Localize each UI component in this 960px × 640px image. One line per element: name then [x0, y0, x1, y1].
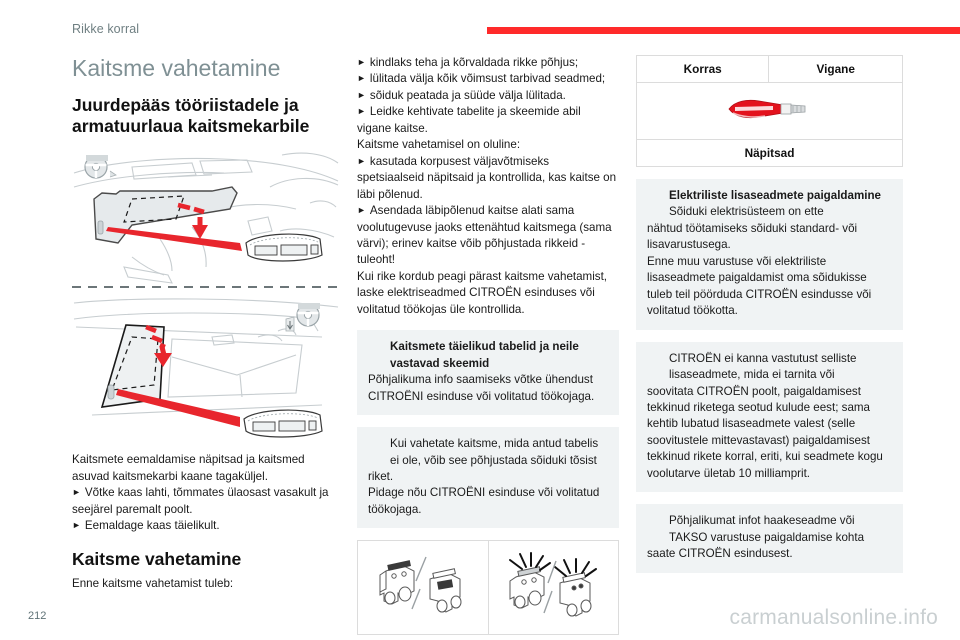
header-red-rule — [487, 27, 960, 34]
mid-bullet-3-text: sõiduk peatada ja süüde välja lülitada. — [369, 88, 566, 102]
left-paragraph-1: Kaitsmete eemaldamise näpitsad ja kaitsmed asuvad kaitsmekarbi kaane tagaküljel. — [72, 453, 305, 483]
mid-bullet-1 — [357, 55, 619, 71]
fuse-pliers-illustration — [725, 93, 815, 127]
mid-info-note-body: Põhjalikuma info saamiseks võtke ühendust CITROËNI esinduse või volitatud töökojaga. — [368, 373, 595, 403]
mid-bullet-5-text: kasutada korpusest väljavõtmiseks — [369, 154, 550, 168]
right-info-note-2 — [636, 504, 903, 572]
left-bullet-1-text: Võtke kaas lahti, tõmmates ülaosast vasakult ja seejärel paremalt poolt. — [72, 486, 329, 516]
pliers-image-cell — [637, 83, 903, 140]
fuse-box-cover-detail-illustration — [72, 297, 340, 452]
right-warning-note-lead: CITROËN ei kanna vastutust selliste lisaseadmete, mida ei tarnita või — [669, 351, 857, 382]
pliers-caption: Näpitsad — [637, 140, 903, 167]
right-info-note-1-body: nähtud töötamiseks sõiduki standard- või lisavarustusega. — [647, 221, 858, 252]
page-number: 212 — [28, 610, 47, 622]
right-info-note-1-title: Elektriliste lisaseadmete paigaldamine — [669, 189, 882, 202]
left-subtitle-2: Kaitsme vahetamine — [72, 548, 242, 569]
mid-bullet-5 — [357, 154, 619, 170]
mid-bullet-2 — [357, 71, 619, 87]
bullet-arrow-icon: ► — [357, 89, 366, 100]
bullet-arrow-icon: ► — [72, 487, 81, 498]
mid-bullet-4-text: Leidke kehtivate tabelite ja skeemide abil — [369, 105, 581, 119]
right-column — [636, 55, 903, 573]
good-fuse-illustration — [368, 551, 478, 621]
mid-paragraph-2: Kui rike kordub peagi pärast kaitsme vahetamist, laske elektriseadmed CITROËN esinduses või volitatud töökojas üle kontrollida. — [357, 269, 608, 316]
right-info-note-1-lead: Sõiduki elektrisüsteem on ette — [669, 205, 824, 219]
mid-bullet-1-text: kindlaks teha ja kõrvaldada rikke põhjus; — [369, 56, 579, 69]
bullet-arrow-icon: ► — [357, 106, 366, 117]
mid-bullet-2-text: lülitada välja kõik võimsust tarbivad seadmed; — [369, 72, 606, 86]
pliers-table — [636, 55, 903, 167]
mid-warning-note-lead: Kui vahetate kaitsme, mida antud tabelis ei ole, võib see põhjustada sõiduki tõsist — [390, 437, 599, 467]
right-warning-note — [636, 342, 903, 493]
mid-bullet-6-text: Asendada läbipõlenud kaitse alati sama — [369, 204, 575, 218]
left-subtitle: Juurdepääs tööriistadele ja armatuurlaua kaitsmekarbile — [72, 95, 310, 137]
dashboard-fuse-box-cover-removal-illustration — [72, 147, 340, 297]
fuse-box-cover-detail — [244, 411, 322, 438]
left-bullet-2 — [72, 518, 340, 534]
steering-wheel-icon — [85, 155, 116, 178]
mid-paragraph-1: Kaitsme vahetamisel on oluline: — [357, 138, 521, 152]
page-header — [72, 22, 960, 40]
fuse-condition-table — [357, 540, 619, 635]
left-paragraph-2: Enne kaitsme vahetamist tuleb: — [72, 576, 234, 590]
right-info-note-2-lead: Põhjalikumat infot haakeseadme või TAKSO varustuse paigaldamise kohta — [669, 514, 865, 544]
right-warning-note-body: soovitata CITROËN poolt, paigaldamisest tekkinud riketega seotud kulude eest; sama kehtib lubatud lisaseadmete valest (selle soovitustele mittevastavast) paigaldamisest tekkinud rikete korral, eriti, kui seadmete kogu voolutarve ületab 10 milliamprit. — [647, 384, 883, 480]
bullet-arrow-icon: ► — [357, 73, 366, 84]
mid-bullet-3 — [357, 88, 619, 104]
left-bullet-2-text: Eemaldage kaas täielikult. — [84, 519, 220, 533]
mid-warning-note — [357, 427, 619, 528]
bullet-arrow-icon: ► — [72, 520, 81, 531]
page-title: Kaitsme vahetamine — [72, 55, 281, 81]
mid-info-note-title: Kaitsmete täielikud tabelid ja neile vastavad skeemid — [390, 340, 579, 370]
left-bullet-1 — [72, 485, 340, 518]
mid-bullet-5-cont: spetsiaalseid näpitsaid ja kontrollida, kas kaitse on läbi põlenud. — [357, 171, 617, 201]
right-info-note-1 — [636, 179, 903, 330]
bullet-arrow-icon: ► — [357, 57, 366, 67]
blown-fuse-illustration — [498, 551, 608, 621]
bullet-arrow-icon: ► — [357, 155, 366, 166]
header-chapter-title: Rikke korral — [72, 22, 140, 36]
mid-bullet-6 — [357, 203, 619, 219]
right-info-note-2-body: saate CITROËN esindusest. — [647, 547, 793, 561]
good-fuse-cell — [358, 541, 489, 635]
mid-warning-note-body-2: Pidage nõu CITROËNI esinduse või volitatud töökojaga. — [368, 486, 600, 516]
right-info-note-1-body-2: Enne muu varustuse või elektriliste lisaseadmete paigaldamist oma sõidukisse tuleb teil pöörduda CITROËN esindusse või volitatud töökotta. — [647, 254, 872, 318]
mid-bullet-4 — [357, 104, 619, 120]
middle-column — [357, 55, 619, 635]
site-watermark: carmanualsonline.info — [729, 606, 938, 629]
mid-warning-note-body: riket. — [368, 469, 394, 483]
blown-fuse-cell — [488, 541, 619, 635]
bullet-arrow-icon: ► — [357, 205, 366, 216]
spark-burst-icon — [510, 553, 550, 570]
pliers-table-header-ok: Korras — [637, 56, 769, 83]
left-column — [72, 55, 340, 592]
fuse-box-cover-detail — [246, 235, 322, 262]
mid-bullet-4-cont: vigane kaitse. — [357, 121, 428, 135]
spark-burst-icon — [555, 559, 596, 576]
mid-bullet-6-cont: voolutugevuse jaoks ettenähtud kaitsmega (sama värvi); erinev kaitse võib põhjustada rikkeid - tuleoht! — [357, 220, 612, 267]
pliers-table-header-faulty: Vigane — [769, 56, 903, 83]
mid-info-note — [357, 330, 619, 415]
